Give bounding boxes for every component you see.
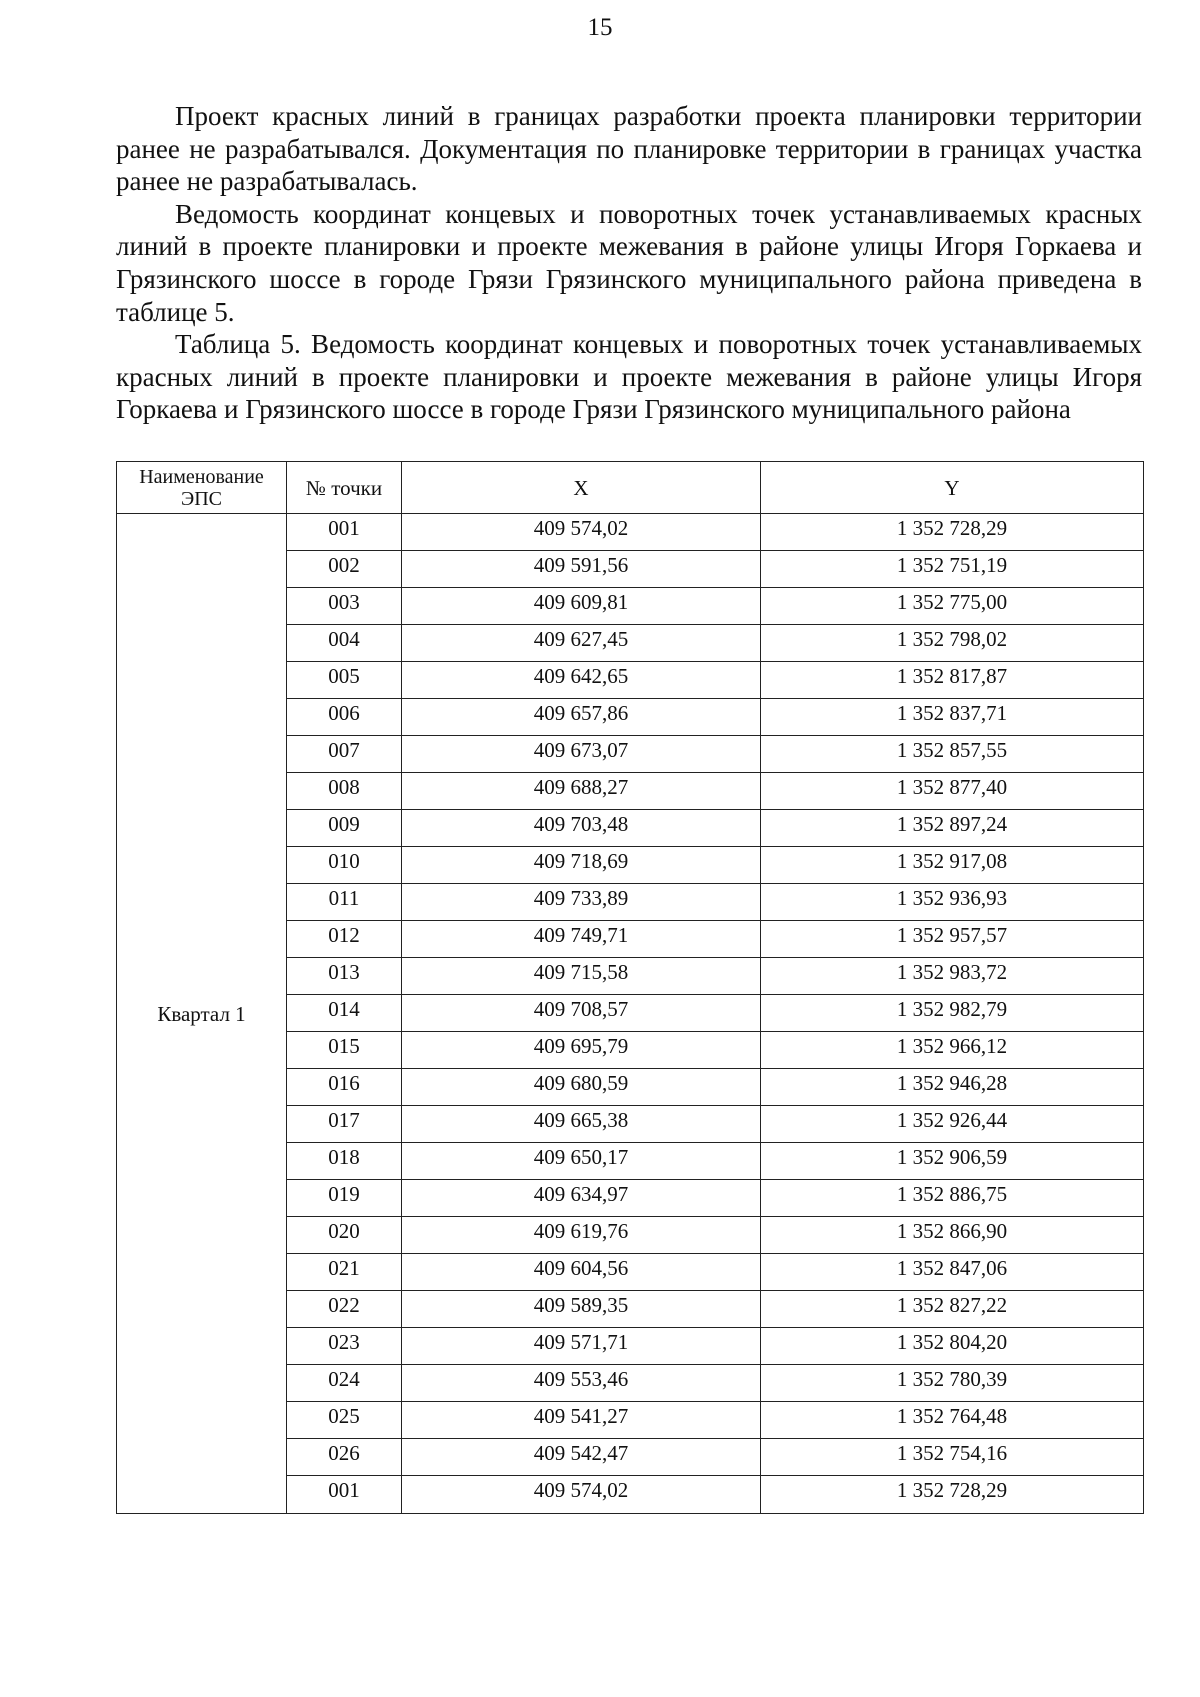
point-number-cell: 007	[287, 736, 402, 773]
point-number-cell: 012	[287, 921, 402, 958]
header-x: X	[402, 462, 761, 514]
y-coordinate-cell: 1 352 728,29	[761, 1476, 1144, 1514]
point-number-cell: 018	[287, 1143, 402, 1180]
y-coordinate-cell: 1 352 798,02	[761, 625, 1144, 662]
x-coordinate-cell: 409 589,35	[402, 1291, 761, 1328]
point-number-cell: 011	[287, 884, 402, 921]
point-number-cell: 008	[287, 773, 402, 810]
y-coordinate-cell: 1 352 751,19	[761, 551, 1144, 588]
table-body	[117, 514, 1144, 1514]
y-coordinate-cell: 1 352 946,28	[761, 1069, 1144, 1106]
y-coordinate-cell: 1 352 897,24	[761, 810, 1144, 847]
y-coordinate-cell: 1 352 780,39	[761, 1365, 1144, 1402]
y-coordinate-cell: 1 352 837,71	[761, 699, 1144, 736]
y-coordinate-cell: 1 352 886,75	[761, 1180, 1144, 1217]
y-coordinate-cell: 1 352 966,12	[761, 1032, 1144, 1069]
x-coordinate-cell: 409 665,38	[402, 1106, 761, 1143]
y-coordinate-cell: 1 352 866,90	[761, 1217, 1144, 1254]
page-number: 15	[587, 14, 613, 41]
x-coordinate-cell: 409 609,81	[402, 588, 761, 625]
header-point-number: № точки	[287, 462, 402, 514]
y-coordinate-cell: 1 352 804,20	[761, 1328, 1144, 1365]
y-coordinate-cell: 1 352 983,72	[761, 958, 1144, 995]
point-number-cell: 020	[287, 1217, 402, 1254]
x-coordinate-cell: 409 574,02	[402, 1476, 761, 1514]
y-coordinate-cell: 1 352 982,79	[761, 995, 1144, 1032]
x-coordinate-cell: 409 553,46	[402, 1365, 761, 1402]
x-coordinate-cell: 409 708,57	[402, 995, 761, 1032]
x-coordinate-cell: 409 591,56	[402, 551, 761, 588]
table-row	[117, 514, 1144, 551]
point-number-cell: 001	[287, 1476, 402, 1514]
point-number-cell: 016	[287, 1069, 402, 1106]
y-coordinate-cell: 1 352 926,44	[761, 1106, 1144, 1143]
x-coordinate-cell: 409 627,45	[402, 625, 761, 662]
x-coordinate-cell: 409 695,79	[402, 1032, 761, 1069]
y-coordinate-cell: 1 352 764,48	[761, 1402, 1144, 1439]
x-coordinate-cell: 409 571,71	[402, 1328, 761, 1365]
point-number-cell: 017	[287, 1106, 402, 1143]
paragraph-statement: Ведомость координат концевых и поворотных точек устанавливаемых красных линий в проекте планировки и проекте межевания в районе улицы Игоря Горкаева и Грязинского шоссе в городе Грязи Грязинского муниципального района приведена в таблице 5.	[116, 198, 1142, 327]
point-number-cell: 004	[287, 625, 402, 662]
x-coordinate-cell: 409 673,07	[402, 736, 761, 773]
x-coordinate-cell: 409 680,59	[402, 1069, 761, 1106]
point-number-cell: 015	[287, 1032, 402, 1069]
y-coordinate-cell: 1 352 936,93	[761, 884, 1144, 921]
y-coordinate-cell: 1 352 906,59	[761, 1143, 1144, 1180]
x-coordinate-cell: 409 688,27	[402, 773, 761, 810]
y-coordinate-cell: 1 352 728,29	[761, 514, 1144, 551]
point-number-cell: 026	[287, 1439, 402, 1476]
point-number-cell: 009	[287, 810, 402, 847]
point-number-cell: 001	[287, 514, 402, 551]
point-number-cell: 005	[287, 662, 402, 699]
y-coordinate-cell: 1 352 775,00	[761, 588, 1144, 625]
point-number-cell: 002	[287, 551, 402, 588]
point-number-cell: 014	[287, 995, 402, 1032]
x-coordinate-cell: 409 541,27	[402, 1402, 761, 1439]
y-coordinate-cell: 1 352 857,55	[761, 736, 1144, 773]
x-coordinate-cell: 409 619,76	[402, 1217, 761, 1254]
table-header-row	[117, 462, 1144, 514]
y-coordinate-cell: 1 352 827,22	[761, 1291, 1144, 1328]
point-number-cell: 013	[287, 958, 402, 995]
x-coordinate-cell: 409 703,48	[402, 810, 761, 847]
y-coordinate-cell: 1 352 877,40	[761, 773, 1144, 810]
point-number-cell: 019	[287, 1180, 402, 1217]
eps-name-cell: Квартал 1	[117, 514, 287, 1514]
x-coordinate-cell: 409 574,02	[402, 514, 761, 551]
x-coordinate-cell: 409 657,86	[402, 699, 761, 736]
paragraph-intro: Проект красных линий в границах разработки проекта планировки территории ранее не разрабатывался. Документация по планировке территории в границах участка ранее не разрабатывалась.	[116, 101, 1142, 197]
header-eps-name: Наименование ЭПС	[117, 462, 287, 514]
x-coordinate-cell: 409 604,56	[402, 1254, 761, 1291]
y-coordinate-cell: 1 352 817,87	[761, 662, 1144, 699]
x-coordinate-cell: 409 749,71	[402, 921, 761, 958]
x-coordinate-cell: 409 650,17	[402, 1143, 761, 1180]
x-coordinate-cell: 409 642,65	[402, 662, 761, 699]
x-coordinate-cell: 409 718,69	[402, 847, 761, 884]
point-number-cell: 024	[287, 1365, 402, 1402]
x-coordinate-cell: 409 542,47	[402, 1439, 761, 1476]
x-coordinate-cell: 409 733,89	[402, 884, 761, 921]
point-number-cell: 022	[287, 1291, 402, 1328]
y-coordinate-cell: 1 352 917,08	[761, 847, 1144, 884]
body-text	[116, 100, 1142, 426]
coordinates-table	[116, 461, 1144, 1514]
x-coordinate-cell: 409 634,97	[402, 1180, 761, 1217]
table-caption: Таблица 5. Ведомость координат концевых и поворотных точек устанавливаемых красных линий в проекте планировки и проекте межевания в районе улицы Игоря Горкаева и Грязинского шоссе в городе Грязи Грязинского муниципального района	[116, 329, 1142, 425]
header-y: Y	[761, 462, 1144, 514]
point-number-cell: 021	[287, 1254, 402, 1291]
point-number-cell: 003	[287, 588, 402, 625]
point-number-cell: 025	[287, 1402, 402, 1439]
x-coordinate-cell: 409 715,58	[402, 958, 761, 995]
y-coordinate-cell: 1 352 847,06	[761, 1254, 1144, 1291]
y-coordinate-cell: 1 352 957,57	[761, 921, 1144, 958]
point-number-cell: 010	[287, 847, 402, 884]
y-coordinate-cell: 1 352 754,16	[761, 1439, 1144, 1476]
point-number-cell: 006	[287, 699, 402, 736]
point-number-cell: 023	[287, 1328, 402, 1365]
